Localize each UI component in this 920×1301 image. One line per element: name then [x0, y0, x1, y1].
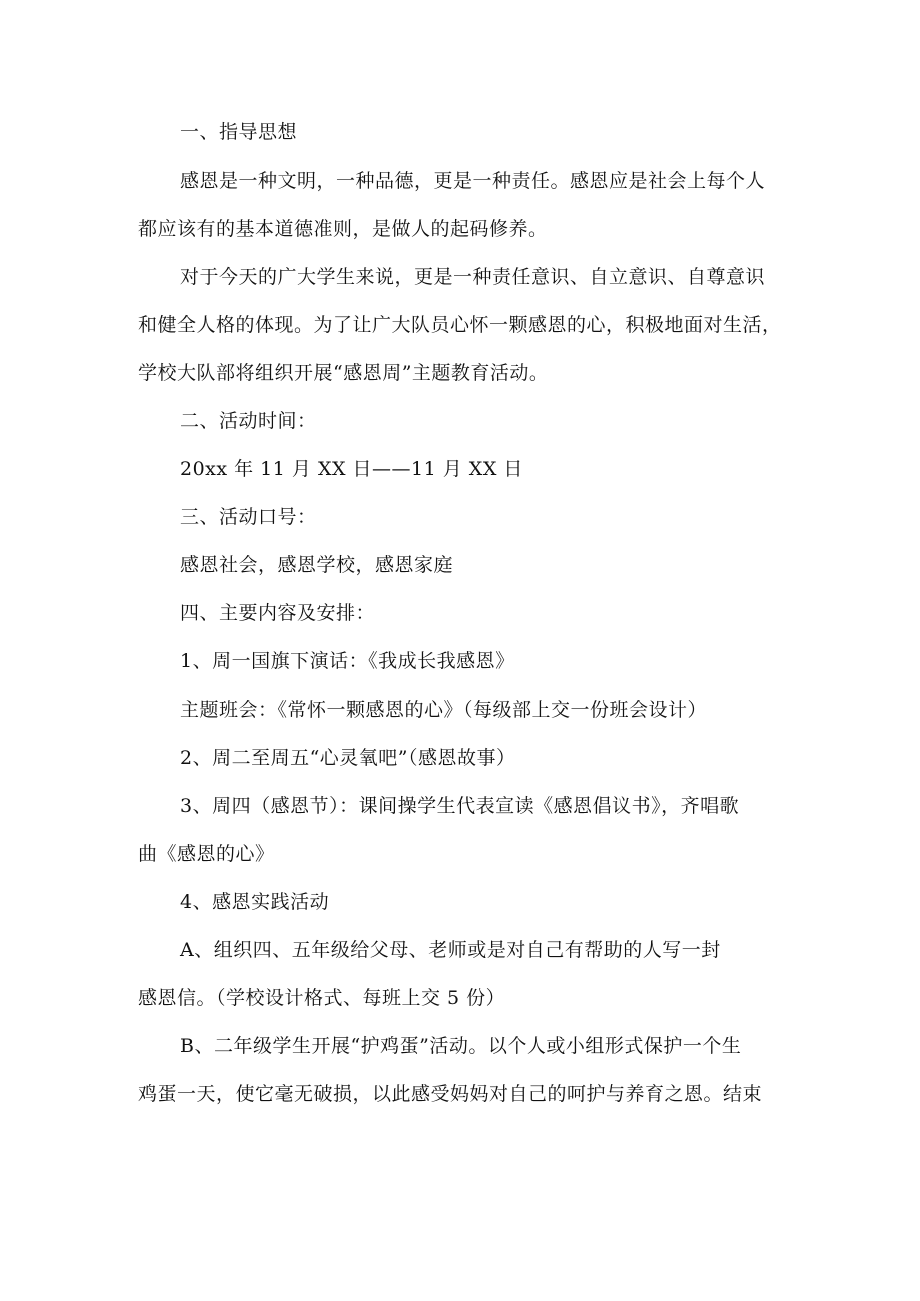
section-heading-main-content: 四、主要内容及安排： — [180, 602, 376, 624]
list-item: B、二年级学生开展“护鸡蛋”活动。以个人或小组形式保护一个生 — [180, 1035, 742, 1057]
paragraph-line: 和健全人格的体现。为了让广大队员心怀一颗感恩的心，积极地面对生活， — [138, 314, 782, 336]
list-item: 主题班会：《常怀一颗感恩的心》（每级部上交一份班会设计） — [180, 699, 708, 721]
paragraph-line: 学校大队部将组织开展“感恩周”主题教育活动。 — [138, 362, 549, 384]
paragraph-line: 都应该有的基本道德准则，是做人的起码修养。 — [138, 218, 548, 240]
list-item: 3、周四（感恩节）：课间操学生代表宣读《感恩倡议书》，齐唱歌 — [180, 795, 740, 817]
list-item: A、组织四、五年级给父母、老师或是对自己有帮助的人写一封 — [180, 939, 721, 961]
activity-slogan: 感恩社会，感恩学校，感恩家庭 — [180, 554, 454, 576]
section-heading-guiding-thought: 一、指导思想 — [180, 121, 298, 143]
section-heading-activity-time: 二、活动时间： — [180, 410, 317, 432]
list-item: 4、感恩实践活动 — [180, 891, 330, 913]
list-item: 2、周二至周五“心灵氧吧”（感恩故事） — [180, 747, 516, 769]
list-item-continuation: 感恩信。（学校设计格式、每班上交 5 份） — [138, 987, 506, 1009]
section-heading-slogan: 三、活动口号： — [180, 506, 317, 528]
paragraph-line: 感恩是一种文明，一种品德，更是一种责任。感恩应是社会上每个人 — [180, 170, 766, 192]
list-item: 1、周一国旗下演话：《我成长我感恩》 — [180, 650, 515, 672]
list-item-continuation: 鸡蛋一天，使它毫无破损，以此感受妈妈对自己的呵护与养育之恩。结束 — [138, 1083, 763, 1105]
list-item-continuation: 曲《感恩的心》 — [138, 843, 275, 865]
paragraph-line: 对于今天的广大学生来说，更是一种责任意识、自立意识、自尊意识 — [180, 266, 766, 288]
activity-date-range: 20xx 年 11 月 XX 日——11 月 XX 日 — [180, 458, 523, 480]
